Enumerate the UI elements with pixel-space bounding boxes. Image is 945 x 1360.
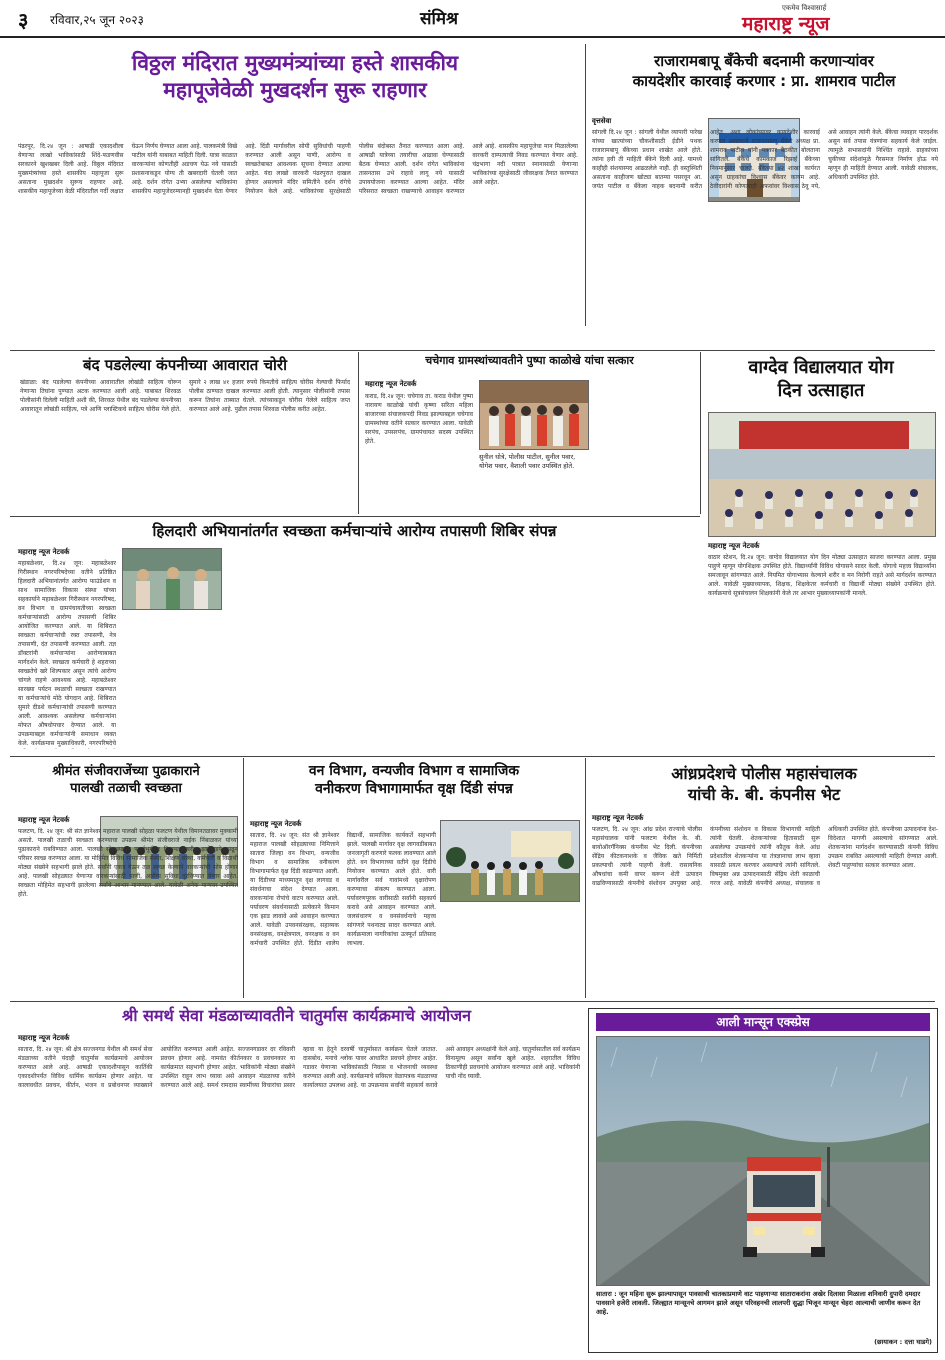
hiladari-body-top [228, 548, 697, 614]
andhra-headline [590, 764, 938, 806]
rajarambapu-body: सांगली दि.२४ जून : सांगली येथील व्यापारी पारेख यांच्या खात्यांच्या चौकशीसाठी ईडीने पथक राजारामबापू बँकेच्या प्रधान शाखेत आले होते. त्यांना हवी ती माहिती बँकेने दिली आहे. यामध्ये काहीही संशयास्पद आढळलेले नाही. ही वस्तुस्थिती असताना काहीजण खोट्या बातम्या पसरवून आ. जयंत पाटील व बँकेला नाहक बदनामी करीत आहेत. अशा लोकांच्यावर कायदेशीर कारवाई करणार असल्याचे राजारामबापू बँकेचे अध्यक्ष प्रा. शामराव पाटील यांनी पत्रकार बैठकीत बोलताना सांगितले. बँकेचे कामकाज रिझर्व्ह बँकेच्या नियमानुसार चालते. बँकेच्या ४२ शाखा कार्यरत असून ग्राहकांचा विश्वास बँकेवर कायम आहे. ठेवीदारांनी कोणत्याही अफवांवर विश्वास ठेवू नये, असे आवाहन त्यांनी केले. बँकेचा व्यवहार पारदर्शक असून सर्व तपास यंत्रणांना सहकार्य केले जाईल. त्यामुळे सभासदांनी निश्चिंत राहावे. ग्राहकांच्या चुकीच्या संदेशांमुळे गैरसमज निर्माण होऊ नये म्हणून ही माहिती देण्यात आली. यावेळी संचालक, अधिकारी उपस्थित होते. [592, 129, 938, 190]
hiladari-body-cont [122, 612, 697, 750]
palkhi-headline-line1: श्रीमंत संजीवराजेंच्या पुढाकाराने [52, 764, 200, 779]
yoga-headline-line2: दिन उत्साहात [777, 380, 865, 402]
chaturmas-body: सातारा, दि. २४ जून: श्री क्षेत्र सज्जनगड येथील श्री समर्थ सेवा मंडळाच्या वतीने यंदाही चातुर्मास कार्यक्रमाचे आयोजन करण्यात आले आहे. आषाढी एकादशीपासून कार्तिकी एकादशीपर्यंत विविध धार्मिक कार्यक्रम होणार आहेत. या कालावधीत प्रवचन, कीर्तन, भजन व प्रबोधनपर व्याख्याने आयोजित करण्यात आली आहेत. सज्जनगडावर दर रविवारी प्रवचन होणार आहे. नामवंत कीर्तनकार व प्रवचनकार या कार्यक्रमात सहभागी होणार आहेत. भाविकांनी मोठ्या संख्येने उपस्थित राहून लाभ घ्यावा असे आवाहन मंडळाच्या वतीने करण्यात आले आहे. समर्थ रामदास स्वामींच्या विचारांचा प्रसार व्हावा या हेतूने दरवर्षी चातुर्मासात कार्यक्रम घेतले जातात. दासबोध, मनाचे श्लोक यावर आधारित प्रवचने होणार आहेत. गडावर येणाऱ्या भाविकांसाठी निवास व भोजनाची व्यवस्था करण्यात आली आहे. कार्यक्रमाचे सविस्तर वेळापत्रक मंडळाच्या कार्यालयात उपलब्ध आहे. या उपक्रमास सर्वांनी सहकार्य करावे असे आवाहन अध्यक्षांनी केले आहे. चातुर्मासातील सर्व कार्यक्रम विनामूल्य असून सर्वांना खुले आहेत. शहरातील विविध ठिकाणीही प्रवचनांचे आयोजन करण्यात आले आहे. भाविकांनी याची नोंद घ्यावी. [18, 1046, 580, 1089]
brand-name: महाराष्ट्र न्यूज [742, 13, 830, 35]
palkhi-headline-line2: पालखी तळाची स्वच्छता [70, 780, 182, 796]
yoga-headline [705, 356, 937, 403]
monsoon-caption: सातारा : जून महिना सुरू झाल्यापासून पावसाची चातकाप्रमाणे वाट पाहणाऱ्या साताराकरांना अखेर दिलासा मिळाला शनिवारी दुपारी दमदार पावसाने हजेरी लावली. जिल्ह्यात मान्सूनचे आगमन झाले असून परिवहनची लालपरी सुद्धा भिजून मान्सून चेहरा आल्याची जाणीव करून देत आहे. [596, 1290, 921, 1316]
vandindi-body: सातारा, दि. २४ जून: संत श्री ज्ञानेश्वर महाराज पालखी सोहळ्याच्या निमित्ताने सातारा जिल्हा वन विभाग, वन्यजीव विभाग व सामाजिक वनीकरण विभागामार्फत वृक्ष दिंडी काढण्यात आली. या दिंडीच्या माध्यमातून वृक्ष लागवड व संवर्धनाचा संदेश देण्यात आला. वारकऱ्यांना रोपांचे वाटप करण्यात आले. पर्यावरण संवर्धनासाठी प्रत्येकाने किमान एक झाड लावावे असे आवाहन करण्यात आले. यावेळी उपवनसंरक्षक, सहाय्यक वनसंरक्षक, वनक्षेत्रपाल, वनरक्षक व वन कर्मचारी उपस्थित होते. दिंडीत शालेय विद्यार्थी, सामाजिक कार्यकर्ते सहभागी झाले. पालखी मार्गावर वृक्ष लागवडीबाबत जनजागृती करणारे फलक लावण्यात आले होते. वन विभागाच्या वतीने वृक्ष दिंडीचे नियोजन करण्यात आले होते. वारी मार्गावरील सर्व गावांमध्ये वृक्षारोपण करण्याचा संकल्प करण्यात आला. पर्यावरणपूरक वारीसाठी सर्वांनी सहकार्य करावे असे आवाहन करण्यात आले. जलसंधारण व वनसंवर्धनाचे महत्त्व सांगणारे पथनाट्य सादर करण्यात आले. कार्यक्रमाला नागरिकांचा उत्स्फूर्त प्रतिसाद लाभला. [250, 832, 436, 947]
hiladari-byline: महाराष्ट्र न्यूज नेटवर्क [18, 548, 70, 556]
yoga-headline-line1: वाग्देव विद्यालयात योग [748, 357, 894, 378]
theft-headline: बंद पडलेल्या कंपनीच्या आवारात चोरी [83, 356, 287, 374]
monsoon-photo-credit: (छायाकन : दत्ता घाडगे) [874, 1338, 932, 1346]
andhra-body: फलटण, दि. २४ जून: आंध्र प्रदेश राज्याचे पोलीस महासंचालक यांनी फलटण येथील के. बी. बायोऑरगॅनिक्स कंपनीस भेट दिली. कंपनीच्या सेंद्रिय कीटकनाशके व जैविक खते निर्मिती प्रकल्पाची त्यांनी पाहणी केली. रासायनिक औषधांचा कमी वापर करून शेती उत्पादन वाढविण्यासाठी कंपनीचे संशोधन उपयुक्त आहे. कंपनीच्या संशोधन व विकास विभागाची माहिती त्यांनी घेतली. शेतकऱ्यांच्या हितासाठी सुरू असलेल्या उपक्रमांचे त्यांनी कौतुक केले. आंध्र प्रदेशातील शेतकऱ्यांना या तंत्रज्ञानाचा लाभ व्हावा यासाठी प्रयत्न करणार असल्याचे त्यांनी सांगितले. विषमुक्त अन्न उत्पादनासाठी सेंद्रिय शेती काळाची गरज आहे. यावेळी कंपनीचे अध्यक्ष, संचालक व अधिकारी उपस्थित होते. कंपनीच्या उत्पादनांना देश-विदेशात मागणी असल्याचे सांगण्यात आले. शेतकऱ्यांना मार्गदर्शन करण्यासाठी कंपनी विविध उपक्रम राबवित असल्याची माहिती देण्यात आली. शेवटी पाहुण्यांचा सत्कार करण्यात आला. [592, 826, 938, 887]
palkhi-body: फलटण, दि. २४ जून: श्री संत ज्ञानेश्वर महाराज पालखी सोहळा फलटण येथील विमानतळावर मुक्कामी असतो. पालखी तळाची स्वच्छता करण्याचा उपक्रम श्रीमंत संजीवराजे नाईक निंबाळकर यांच्या पुढाकाराने राबविण्यात आला. पालखी सोहळ्याच्या पार्श्वभूमीवर विमानतळावरील झाडेझुडपे काढून परिसर स्वच्छ करण्यात आला. या मोहिमेत विविध सामाजिक संस्था, शिक्षण संस्था, कर्मचारी व विद्यार्थी मोठ्या संख्येने सहभागी झाले होते. सर्वांनी एकत्र येऊन तळ स्वच्छ केल्याने वारकऱ्यांची सोय होणार आहे. पालखी सोहळ्यात येणाऱ्या वारकऱ्यांसाठी पाणी, आरोग्य सुविधा पुरविण्यात येणार आहेत. स्वच्छता मोहिमेत सहभागी झालेल्या सर्वांचे आभार मानण्यात आले. यावेळी अनेक मान्यवर उपस्थित होते. [18, 828, 238, 898]
rainy-bus-photo [596, 1036, 930, 1286]
vandindi-body-cont [440, 905, 580, 997]
yoga-photo [708, 412, 936, 537]
rajarambapu-headline-line1: राजारामबापू बँकेची बदनामी करणाऱ्यांवर [654, 52, 874, 70]
vandindi-headline-line1: वन विभाग, वन्यजीव विभाग व सामाजिक [308, 763, 520, 779]
rajarambapu-headline [590, 52, 938, 91]
palkhi-headline [14, 764, 238, 798]
chachegaon-photo-caption: सुनील धोत्रे, पोलीस पाटील, सुनील पवार, योगेश पवार, वैशाली पवार उपस्थित होते. [479, 453, 576, 470]
vitthal-body: पंढरपूर, दि.२४ जून : आषाढी एकादशीला येणाऱ्या लाखो भाविकांसाठी शिंदे-फडणवीस सरकारने खुशखबर दिली आहे. विठ्ठल मंदिरात मुख्यमंत्र्यांच्या हस्ते शासकीय महापूजा सुरू असताना मुखदर्शन सुरूच राहणार आहे. शासकीय महापूजेच्या वेळी मंदिरातील गर्दी लक्षात घेऊन निर्णय घेण्यात आला आहे. पालकमंत्री विखे पाटील यांनी याबाबत माहिती दिली. यात्रा काळात वारकऱ्यांना कोणतीही अडचण येऊ नये यासाठी प्रशासनाकडून योग्य ती खबरदारी घेतली जात आहे. दर्शन रांगेत उभ्या असलेल्या भाविकांना शासकीय महापूजेदरम्यानही मुखदर्शन घेता येणार आहे. दिंडी मार्गावरील सोयी सुविधांची पाहणी करण्यात आली असून पाणी, आरोग्य व स्वच्छतेबाबत आवश्यक सूचना देण्यात आल्या आहेत. यंदा लाखो वारकरी पंढरपुरात दाखल होणार असल्याने मंदिर समितीने दर्शन रांगेचे नियोजन केले आहे. भाविकांच्या सुरक्षेसाठी पोलीस बंदोबस्त तैनात करण्यात आला आहे. आषाढी यात्रेच्या तयारीचा आढावा घेण्यासाठी बैठक घेण्यात आली. दर्शन रांगेत भाविकांना तासनतास उभे राहावे लागू नये यासाठी उपाययोजना करण्यात आल्या आहेत. मंदिर परिसरात स्वच्छता राखण्याचे आवाहन करण्यात आले आहे. शासकीय महापूजेचा मान मिळालेल्या वारकरी दाम्पत्याची निवड करण्यात येणार आहे. चंद्रभागा नदी पात्रात स्नानासाठी येणाऱ्या भाविकांच्या सुरक्षेसाठी जीवरक्षक तैनात करण्यात आले आहेत. [18, 143, 578, 195]
rajarambapu-byline: वृत्तसेवा [592, 117, 612, 125]
chaturmas-byline: महाराष्ट्र न्यूज नेटवर्क [18, 1034, 70, 1042]
andhra-byline: महाराष्ट्र न्यूज नेटवर्क [592, 814, 644, 822]
rajarambapu-headline-line2: कायदेशीर कारवाई करणार : प्रा. शामराव पाटील [632, 71, 896, 90]
yoga-body: वाठार स्टेशन, दि.२४ जून: वाग्देव विद्यालयात योग दिन मोठ्या उत्साहात साजरा करण्यात आला. प्रमुख पाहुणे म्हणून योगशिक्षक उपस्थित होते. विद्यार्थ्यांनी विविध योगासने सादर केली. योगाचे महत्त्व विद्यार्थ्यांना समजावून सांगण्यात आले. नियमित योगाभ्यास केल्याने शरीर व मन निरोगी राहते असे मार्गदर्शन करण्यात आले. यावेळी मुख्याध्यापक, शिक्षक, शिक्षकेतर कर्मचारी व विद्यार्थी मोठ्या संख्येने उपस्थित होते. कार्यक्रमाचे सूत्रसंचालन शिक्षकांनी केले तर आभार मुख्याध्यापकांनी मानले. [708, 554, 936, 597]
andhra-headline-line2: यांची के. बी. कंपनीस भेट [687, 784, 841, 804]
felicitation-photo [479, 380, 589, 450]
chachegaon-body: कराड, दि.२४ जून: चचेगाव ता. कराड येथील पुष्पा नारायण काळोखे यांची कृष्णा सरिता महिला बाजारच्या संचालकपदी निवड झाल्याबद्दल चचेगाव ग्रामस्थांच्या वतीने सत्कार करण्यात आला. यावेळी सरपंच, उपसरपंच, ग्रामपंचायत सदस्य उपस्थित होते. [365, 393, 473, 445]
page-number: ३ [18, 8, 29, 32]
andhra-headline-line1: आंध्रप्रदेशचे पोलीस महासंचालक [671, 764, 857, 783]
tree-dindi-photo [440, 820, 580, 902]
chachegaon-body-cont [594, 380, 694, 505]
issue-date: रविवार,२५ जून २०२३ [50, 13, 144, 27]
health-camp-photo [122, 548, 222, 610]
brand-tagline: एकमेव विश्वासार्ह [782, 4, 827, 12]
yoga-byline: महाराष्ट्र न्यूज नेटवर्क [708, 542, 760, 550]
vandindi-byline: महाराष्ट्र न्यूज नेटवर्क [250, 820, 302, 828]
monsoon-banner: आली मान्सून एक्स्प्रेस [596, 1013, 930, 1031]
hiladari-headline: हिलदारी अभियानांतर्गत स्वच्छता कर्मचाऱ्यांचे आरोग्य तपासणी शिबिर संपन्न [152, 522, 557, 540]
vitthal-headline-line1: विठ्ठल मंदिरात मुख्यमंत्र्यांच्या हस्ते शासकीय [131, 51, 459, 75]
chachegaon-byline: महाराष्ट्र न्यूज नेटवर्क [365, 380, 417, 388]
section-title: संमिश्र [420, 9, 459, 29]
vitthal-headline [10, 50, 580, 105]
chaturmas-headline: श्री समर्थ सेवा मंडळाच्यावतीने चातुर्मास कार्यक्रमाचे आयोजन [122, 1006, 471, 1025]
palkhi-byline: महाराष्ट्र न्यूज नेटवर्क [18, 816, 70, 824]
vandindi-headline [248, 762, 580, 798]
hiladari-body: महाबळेश्वर, दि.२४ जून: महाबळेश्वर गिरीस्थान नगरपरिषदेच्या वतीने प्रतिष्ठित हिलदारी अभियानांतर्गत आरोग्य फाउंडेशन व साथ सामाजिक विकास संस्था यांच्या सहकार्याने महाबळेश्वर गिरीस्थान नगरपरिषद, वन विभाग व ग्रामपंचायतीच्या स्वच्छता कर्मचाऱ्यांसाठी आरोग्य तपासणी शिबिर आयोजित करण्यात आले. या शिबिरात स्वच्छता कर्मचाऱ्यांची रक्त तपासणी, नेत्र तपासणी, दंत तपासणी करण्यात आली. तज्ञ डॉक्टरांनी कर्मचाऱ्यांना आरोग्याबाबत मार्गदर्शन केले. स्वच्छता कर्मचारी हे शहराच्या स्वच्छतेचे खरे शिल्पकार असून त्यांचे आरोग्य चांगले राहणे आवश्यक आहे. महाबळेश्वर सारख्या पर्यटन स्थळाची स्वच्छता राखण्यात या कर्मचाऱ्यांचे मोठे योगदान आहे. शिबिरात सुमारे दीडशे कर्मचाऱ्यांची तपासणी करण्यात आली. आवश्यक असलेल्या कर्मचाऱ्यांना मोफत औषधोपचार देण्यात आले. या उपक्रमाबद्दल कर्मचाऱ्यांनी समाधान व्यक्त केले. कार्यक्रमास मुख्याधिकारी, नगरपरिषदेचे [18, 560, 116, 747]
theft-body: खंडाळा: बंद पडलेल्या कंपनीच्या आवारातील लोखंडी साहित्य चोरून नेणाऱ्या तिघांना पुण्यात अटक करण्यात आली आहे. याबाबत शिरवळ पोलीसांनी दिलेली माहिती अशी की, शिरवळ येथील बंद पडलेल्या कंपनीच्या आवारातून लोखंडी साहित्य, पत्रे आणि प्लास्टिकचे साहित्य चोरीस गेले होते. सुमारे २ लाख ४१ हजार रुपये किमतीचे साहित्य चोरीस गेल्याची फिर्याद पोलीस ठाण्यात दाखल करण्यात आली होती. त्यानुसार पोलीसांनी तपास करून तिघांना ताब्यात घेतले. त्यांच्याकडून चोरीस गेलेले साहित्य जप्त करण्यात आले आहे. पुढील तपास शिरवळ पोलीस करीत आहेत. [20, 379, 350, 413]
vandindi-headline-line2: वनीकरण विभागामार्फत वृक्ष दिंडी संपन्न [315, 781, 513, 798]
chachegaon-headline: चचेगाव ग्रामस्थांच्यावतीने पुष्पा काळोखे यांचा सत्कार [425, 354, 634, 367]
vitthal-headline-line2: महापूजेवेळी मुखदर्शन सुरू राहणार [163, 78, 427, 103]
